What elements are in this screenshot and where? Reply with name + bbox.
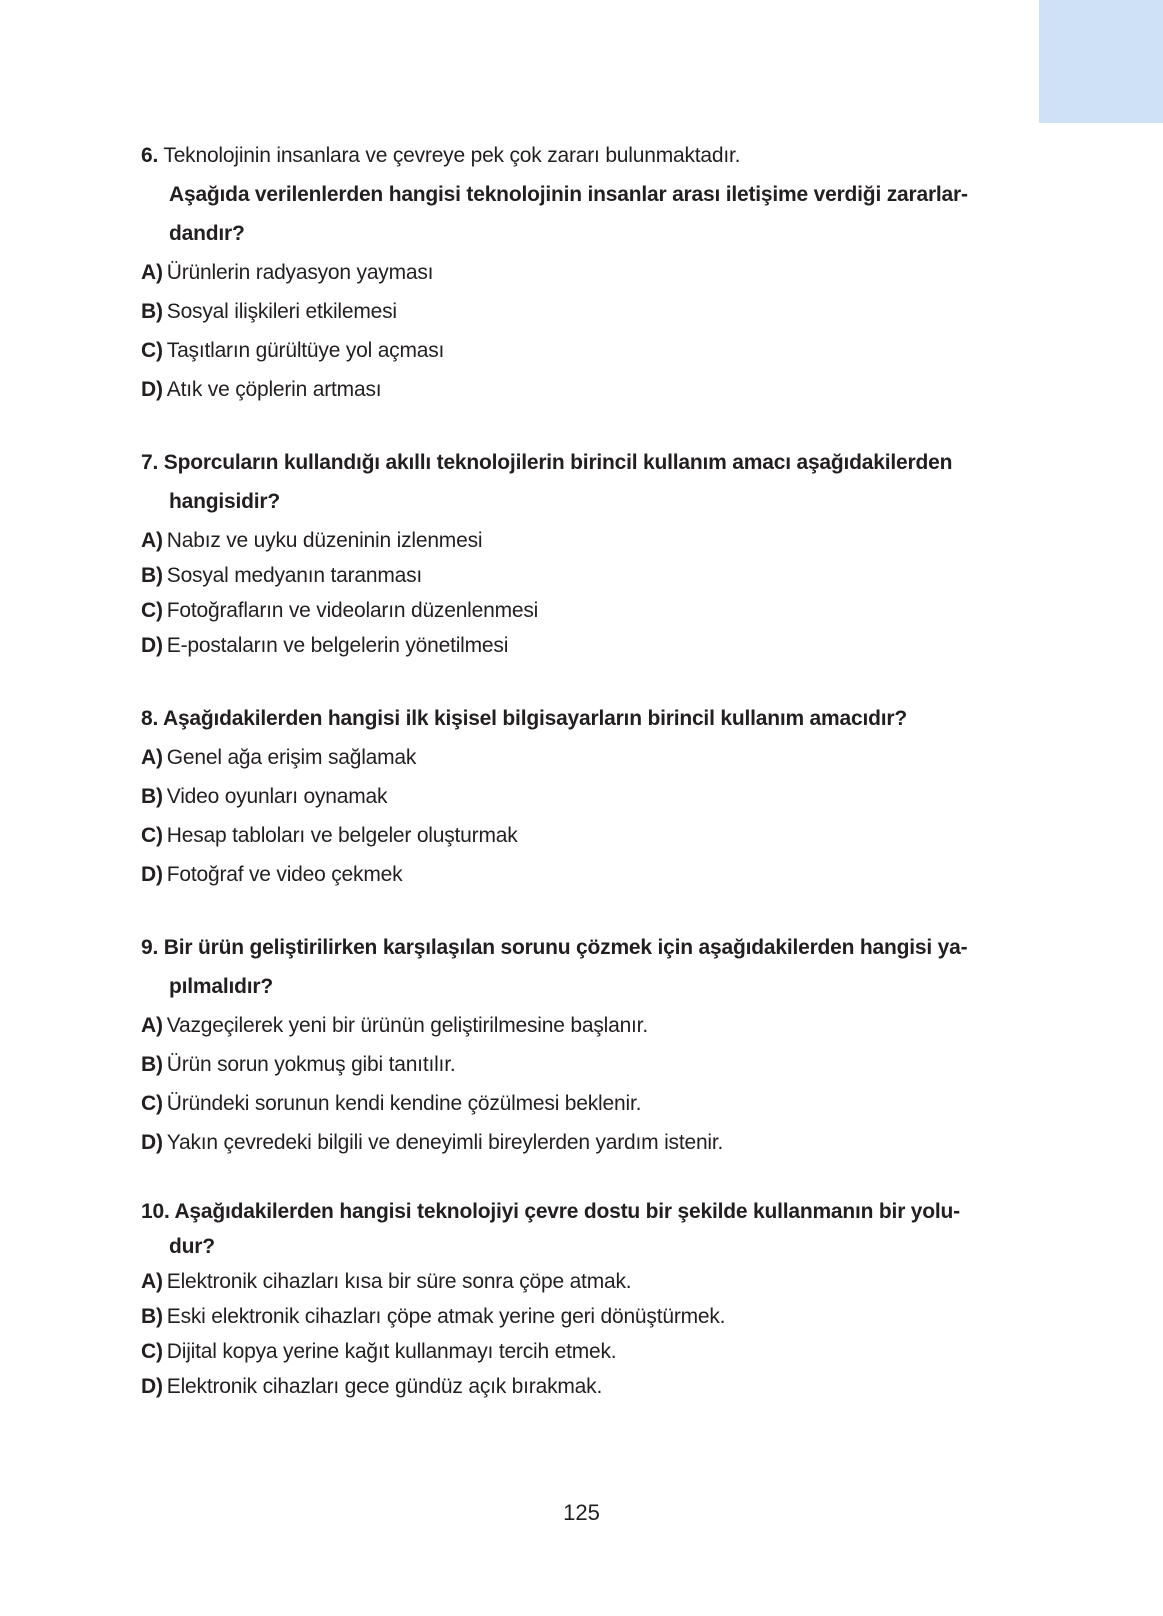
option-text: Hesap tabloları ve belgeler oluşturmak xyxy=(166,824,518,847)
option-letter: B) xyxy=(141,564,163,587)
option-text: Eski elektronik cihazları çöpe atmak yerine geri dönüştürmek. xyxy=(166,1305,726,1328)
option-letter: A) xyxy=(141,746,163,769)
option-b[interactable] xyxy=(141,299,397,325)
option-letter: D) xyxy=(141,378,163,401)
question-number: 8. xyxy=(141,707,159,730)
option-text: Fotoğrafların ve videoların düzenlenmesi xyxy=(166,599,539,622)
option-letter: A) xyxy=(141,1270,163,1293)
option-letter: B) xyxy=(141,785,163,808)
option-c[interactable] xyxy=(141,823,518,849)
question-stem-line: pılmalıdır? xyxy=(169,975,273,998)
option-text: Vazgeçilerek yeni bir ürünün geliştirilmesine başlanır. xyxy=(166,1014,648,1037)
option-text: Nabız ve uyku düzeninin izlenmesi xyxy=(166,529,483,552)
option-a[interactable] xyxy=(141,260,433,286)
option-letter: D) xyxy=(141,1375,163,1398)
option-text: Ürün sorun yokmuş gibi tanıtılır. xyxy=(166,1053,456,1076)
option-text: Video oyunları oynamak xyxy=(166,785,388,808)
question-6-intro xyxy=(141,143,740,169)
corner-tab-decoration xyxy=(1039,0,1163,123)
question-stem-line: Aşağıdakilerden hangisi ilk kişisel bilgisayarların birincil kullanım amacıdır? xyxy=(162,707,907,730)
option-letter: B) xyxy=(141,1053,163,1076)
option-b[interactable] xyxy=(141,1052,455,1078)
option-d[interactable] xyxy=(141,633,508,659)
option-text: Sosyal ilişkileri etkilemesi xyxy=(166,300,397,323)
option-text: Genel ağa erişim sağlamak xyxy=(166,746,417,769)
option-letter: B) xyxy=(141,1305,163,1328)
option-b[interactable] xyxy=(141,1304,725,1330)
option-c[interactable] xyxy=(141,598,538,624)
option-text: Yakın çevredeki bilgili ve deneyimli bireylerden yardım istenir. xyxy=(166,1131,724,1154)
question-10-stem xyxy=(141,1199,960,1225)
page-number: 125 xyxy=(563,1500,600,1525)
question-stem-line: Aşağıda verilenlerden hangisi teknolojinin insanlar arası iletişime verdiği zararlar- xyxy=(169,183,968,206)
option-d[interactable] xyxy=(141,377,381,403)
option-d[interactable] xyxy=(141,1374,602,1400)
option-text: Atık ve çöplerin artması xyxy=(166,378,382,401)
option-text: Sosyal medyanın taranması xyxy=(166,564,423,587)
option-a[interactable] xyxy=(141,1269,631,1295)
question-number: 7. xyxy=(141,451,159,474)
option-c[interactable] xyxy=(141,1091,641,1117)
option-letter: C) xyxy=(141,1092,163,1115)
question-stem-line: hangisidir? xyxy=(169,490,280,513)
option-letter: C) xyxy=(141,339,163,362)
option-text: Elektronik cihazları kısa bir süre sonra çöpe atmak. xyxy=(166,1270,632,1293)
question-7-stem xyxy=(141,450,952,476)
option-letter: B) xyxy=(141,300,163,323)
question-number: 9. xyxy=(141,936,159,959)
question-number: 6. xyxy=(141,144,159,167)
question-9-stem xyxy=(141,935,967,961)
option-letter: C) xyxy=(141,824,163,847)
question-8-stem xyxy=(141,706,907,732)
question-intro-text: Teknolojinin insanlara ve çevreye pek çok zararı bulunmaktadır. xyxy=(163,144,741,167)
question-number: 10. xyxy=(141,1200,170,1223)
option-text: Fotoğraf ve video çekmek xyxy=(166,863,403,886)
option-letter: D) xyxy=(141,1131,163,1154)
option-c[interactable] xyxy=(141,338,444,364)
option-letter: C) xyxy=(141,599,163,622)
question-stem-line: dandır? xyxy=(169,222,245,245)
option-d[interactable] xyxy=(141,1130,723,1156)
option-letter: D) xyxy=(141,634,163,657)
option-text: Dijital kopya yerine kağıt kullanmayı tercih etmek. xyxy=(166,1340,617,1363)
option-letter: C) xyxy=(141,1340,163,1363)
question-stem-line: Aşağıdakilerden hangisi teknolojiyi çevre dostu bir şekilde kullanmanın bir yolu- xyxy=(174,1200,960,1223)
option-letter: A) xyxy=(141,1014,163,1037)
option-letter: A) xyxy=(141,261,163,284)
option-a[interactable] xyxy=(141,1013,648,1039)
question-stem-line: Sporcuların kullandığı akıllı teknolojilerin birincil kullanım amacı aşağıdakilerden xyxy=(163,451,953,474)
option-text: Ürünlerin radyasyon yayması xyxy=(166,261,434,284)
option-text: Elektronik cihazları gece gündüz açık bırakmak. xyxy=(166,1375,603,1398)
question-stem-line: dur? xyxy=(169,1235,215,1258)
option-b[interactable] xyxy=(141,563,422,589)
option-a[interactable] xyxy=(141,745,416,771)
option-b[interactable] xyxy=(141,784,387,810)
option-letter: D) xyxy=(141,863,163,886)
option-text: E-postaların ve belgelerin yönetilmesi xyxy=(166,634,509,657)
option-letter: A) xyxy=(141,529,163,552)
option-a[interactable] xyxy=(141,528,482,554)
question-stem-line: Bir ürün geliştirilirken karşılaşılan sorunu çözmek için aşağıdakilerden hangisi ya- xyxy=(163,936,968,959)
option-text: Taşıtların gürültüye yol açması xyxy=(166,339,445,362)
option-c[interactable] xyxy=(141,1339,616,1365)
option-text: Üründeki sorunun kendi kendine çözülmesi beklenir. xyxy=(166,1092,642,1115)
option-d[interactable] xyxy=(141,862,402,888)
